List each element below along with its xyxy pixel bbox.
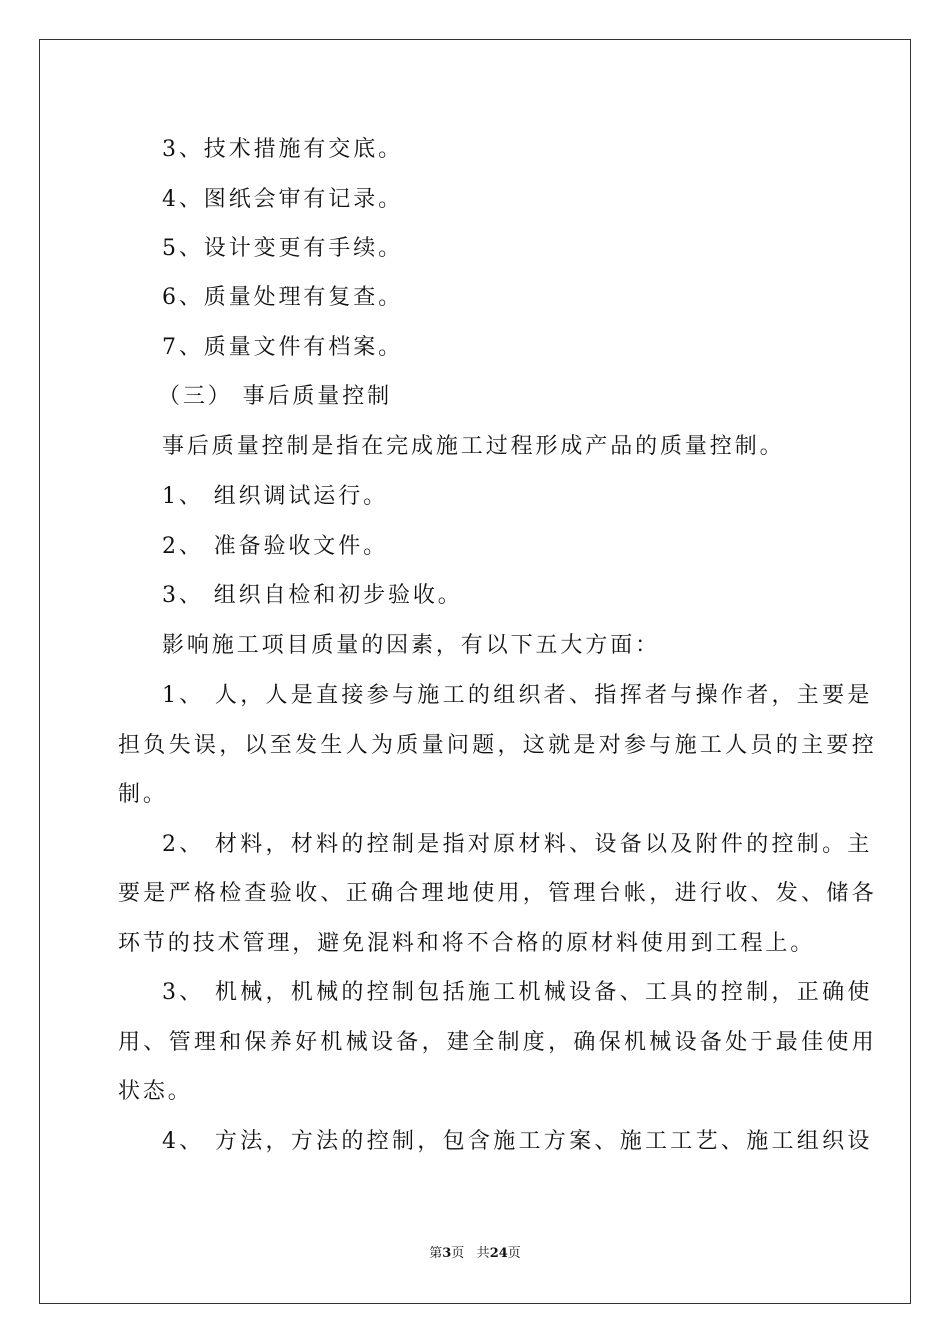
paragraph-line: 要是严格检查验收、正确合理地使用，管理台帐，进行收、发、储各 [118,881,878,906]
paragraph-line: 3、技术措施有交底。 [162,137,403,162]
paragraph-line: 2、 材料，材料的控制是指对原材料、设备以及附件的控制。主 [162,832,873,857]
total-suffix: 页 [507,1246,521,1261]
paragraph-line: 4、 方法，方法的控制，包含施工方案、施工工艺、施工组织设 [162,1129,873,1154]
paragraph-line: 制。 [118,782,168,807]
paragraph-line: 4、图纸会审有记录。 [162,187,403,212]
section-heading: （三） 事后质量控制 [158,384,392,409]
total-prefix: 共 [476,1246,490,1261]
paragraph-line: 1、 组织调试运行。 [162,484,388,509]
paragraph-line: 3、 机械，机械的控制包括施工机械设备、工具的控制，正确使 [162,980,873,1005]
paragraph-line: 担负失误，以至发生人为质量问题，这就是对参与施工人员的主要控 [118,733,878,758]
paragraph-line: 3、 组织自检和初步验收。 [162,583,463,608]
paragraph-line: 用、管理和保养好机械设备，建全制度，确保机械设备处于最佳使用 [118,1030,878,1055]
paragraph-line: 5、设计变更有手续。 [162,236,403,261]
paragraph-line: 事后质量控制是指在完成施工过程形成产品的质量控制。 [162,434,785,459]
page-suffix: 页 [451,1246,465,1261]
paragraph-line: 2、 准备验收文件。 [162,534,388,559]
page-number: 3 [442,1246,452,1261]
paragraph-line: 6、质量处理有复查。 [162,285,403,310]
paragraph-line: 环节的技术管理，避免混料和将不合格的原材料使用到工程上。 [118,931,816,956]
paragraph-line: 影响施工项目质量的因素，有以下五大方面： [162,633,661,658]
paragraph-line: 状态。 [118,1079,193,1104]
page-prefix: 第 [429,1246,443,1261]
paragraph-line: 1、 人，人是直接参与施工的组织者、指挥者与操作者，主要是 [162,683,873,708]
page-footer [0,1244,950,1264]
total-pages: 24 [489,1246,508,1261]
paragraph-line: 7、质量文件有档案。 [162,335,403,360]
